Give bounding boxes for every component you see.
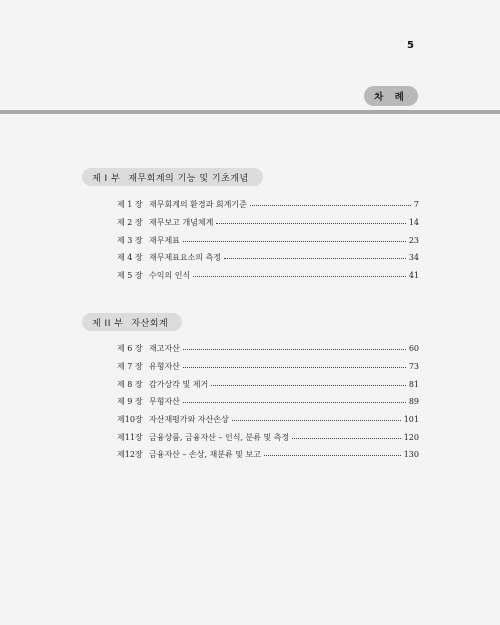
dot-leader bbox=[183, 367, 406, 368]
chapter-number: 제10장 bbox=[117, 415, 143, 425]
dot-leader bbox=[224, 258, 406, 259]
chapter-number: 제 9 장 bbox=[117, 397, 143, 407]
part-title: 자산회계 bbox=[131, 318, 169, 329]
chapter-number: 제11장 bbox=[117, 432, 143, 442]
toc-entry[interactable] bbox=[117, 375, 419, 393]
chapter-title: 재무제표요소의 측정 bbox=[149, 253, 222, 263]
dot-leader bbox=[183, 241, 406, 242]
chapter-title: 감가상각 및 제거 bbox=[149, 379, 209, 389]
toc-list-part-1 bbox=[117, 196, 419, 284]
chapter-page: 89 bbox=[408, 397, 419, 407]
page-number: 5 bbox=[407, 40, 414, 51]
chapter-number: 제 6 장 bbox=[117, 344, 143, 354]
chapter-page: 34 bbox=[408, 253, 419, 263]
chapter-title: 자산재평가와 자산손상 bbox=[149, 415, 229, 425]
part-number: 제 II 부 bbox=[92, 318, 124, 329]
dot-leader bbox=[183, 402, 406, 403]
chapter-number: 제 7 장 bbox=[117, 362, 143, 372]
chapter-page: 41 bbox=[408, 271, 419, 281]
chapter-page: 81 bbox=[408, 379, 419, 389]
chapter-number: 제 8 장 bbox=[117, 379, 143, 389]
part-number: 제 I 부 bbox=[92, 173, 121, 184]
part-title: 재무회계의 기능 및 기초개념 bbox=[128, 173, 249, 184]
toc-list-part-2 bbox=[117, 340, 419, 464]
chapter-number: 제 4 장 bbox=[117, 253, 143, 263]
chapter-page: 130 bbox=[403, 450, 419, 460]
toc-entry[interactable] bbox=[117, 411, 419, 429]
chapter-page: 60 bbox=[408, 344, 419, 354]
chapter-number: 제 2 장 bbox=[117, 218, 143, 228]
chapter-title: 수익의 인식 bbox=[149, 271, 191, 281]
chapter-number: 제 5 장 bbox=[117, 271, 143, 281]
dot-leader bbox=[292, 438, 400, 439]
chapter-number: 제12장 bbox=[117, 450, 143, 460]
toc-entry[interactable] bbox=[117, 428, 419, 446]
toc-entry[interactable] bbox=[117, 358, 419, 376]
chapter-page: 14 bbox=[408, 218, 419, 228]
toc-entry[interactable] bbox=[117, 446, 419, 464]
chapter-title: 금융자산 – 손상, 재분류 및 보고 bbox=[149, 450, 261, 460]
toc-entry[interactable] bbox=[117, 340, 419, 358]
chapter-page: 120 bbox=[403, 432, 419, 442]
dot-leader bbox=[264, 455, 401, 456]
toc-entry[interactable] bbox=[117, 267, 419, 285]
dot-leader bbox=[193, 276, 406, 277]
chapter-number: 제 3 장 bbox=[117, 235, 143, 245]
part-header bbox=[82, 168, 263, 186]
chapter-title: 금융상품, 금융자산 – 인식, 분류 및 측정 bbox=[149, 432, 290, 442]
dot-leader bbox=[211, 385, 406, 386]
toc-entry[interactable] bbox=[117, 249, 419, 267]
chapter-title: 무형자산 bbox=[149, 397, 180, 407]
chapter-page: 73 bbox=[408, 362, 419, 372]
toc-entry[interactable] bbox=[117, 214, 419, 232]
chapter-title: 유형자산 bbox=[149, 362, 180, 372]
toc-entry[interactable] bbox=[117, 231, 419, 249]
dot-leader bbox=[250, 205, 411, 206]
dot-leader bbox=[216, 223, 405, 224]
chapter-title: 재무보고 개념체계 bbox=[149, 218, 214, 228]
chapter-page: 7 bbox=[413, 200, 419, 210]
chapter-title: 재무제표 bbox=[149, 235, 180, 245]
part-header bbox=[82, 313, 182, 331]
toc-entry[interactable] bbox=[117, 196, 419, 214]
toc-entry[interactable] bbox=[117, 393, 419, 411]
chapter-page: 101 bbox=[403, 415, 419, 425]
contents-badge: 차 례 bbox=[364, 86, 418, 106]
dot-leader bbox=[183, 349, 406, 350]
chapter-title: 재고자산 bbox=[149, 344, 180, 354]
chapter-title: 재무회계의 환경과 회계기준 bbox=[149, 200, 247, 210]
header-divider bbox=[0, 110, 500, 114]
chapter-page: 23 bbox=[408, 235, 419, 245]
dot-leader bbox=[232, 420, 401, 421]
chapter-number: 제 1 장 bbox=[117, 200, 143, 210]
